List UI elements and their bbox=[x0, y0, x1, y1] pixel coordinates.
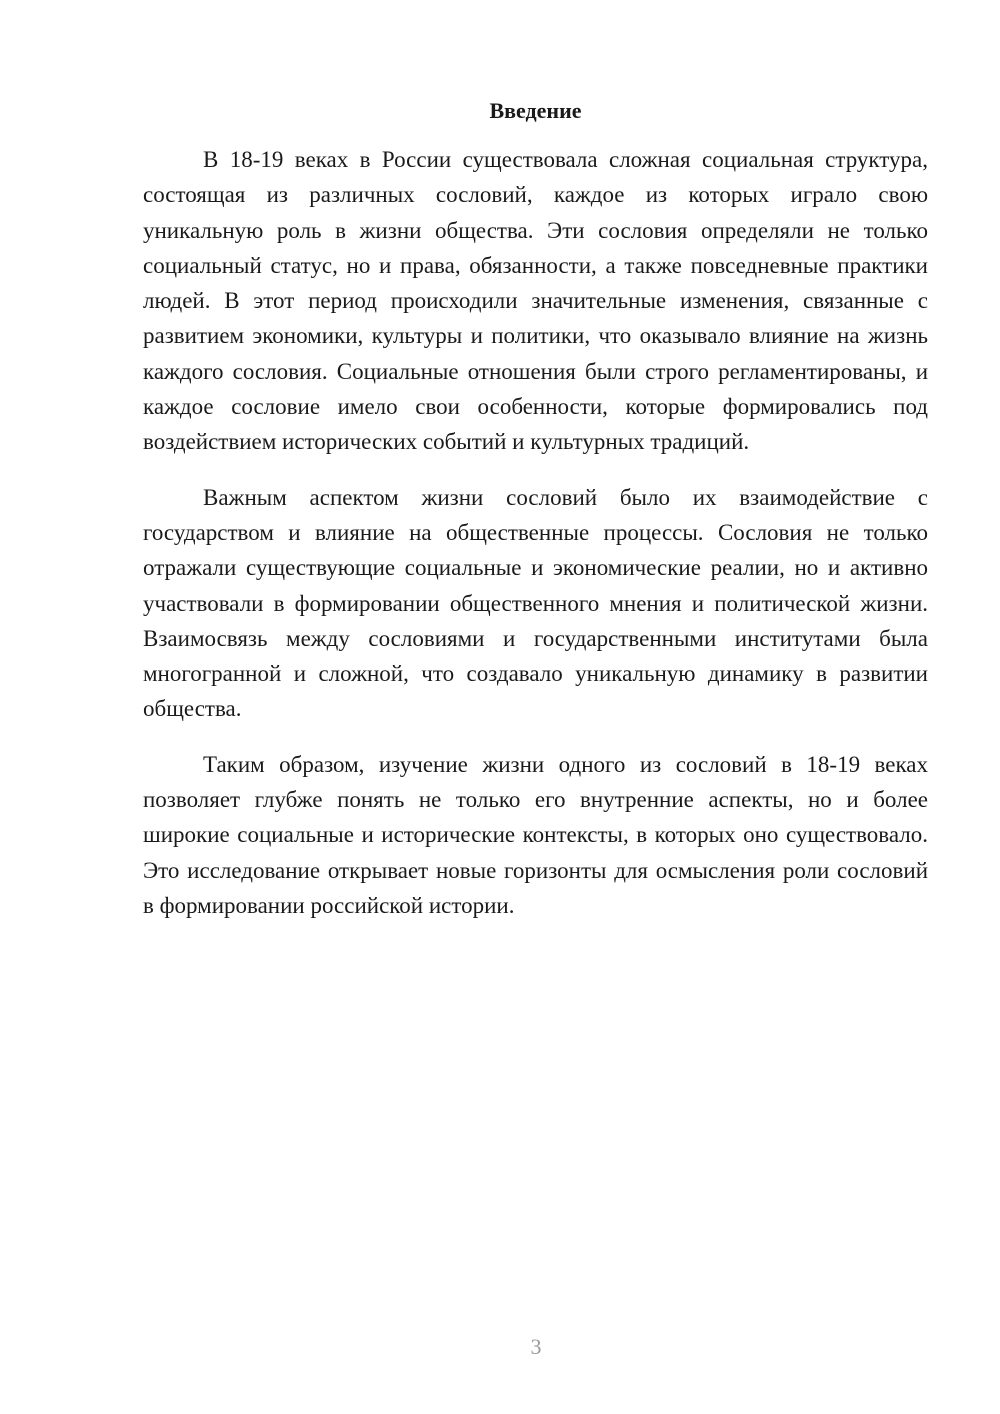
paragraph: В 18-19 веках в России существовала сложная социальная структура, состоящая из различных сословий, каждое из которых играло свою уникальную роль в жизни общества. Эти сословия определяли не только социальный статус, но и права, обязанности, а также повседневные практики людей. В этот период происходили значительные изменения, связанные с развитием экономики, культуры и политики, что оказывало влияние на жизнь каждого сословия. Социальные отношения были строго регламентированы, и каждое сословие имело свои особенности, которые формировались под воздействием исторических событий и культурных традиций. bbox=[143, 147, 928, 455]
paragraph: Таким образом, изучение жизни одного из сословий в 18-19 веках позволяет глубже понять не только его внутренние аспекты, но и более широкие социальные и исторические контексты, в которых оно существовало. Это исследование открывает новые горизонты для осмысления роли сословий в формировании российской истории. bbox=[143, 751, 928, 918]
paragraph: Важным аспектом жизни сословий было их взаимодействие с государством и влияние на общественные процессы. Сословия не только отражали существующие социальные и экономические реалии, но и активно участвовали в формировании общественного мнения и политической жизни. Взаимосвязь между сословиями и государственными институтами была многогранной и сложной, что создавало уникальную динамику в развитии общества. bbox=[143, 484, 928, 722]
body-text bbox=[143, 142, 928, 943]
section-heading: Введение bbox=[489, 98, 582, 123]
page-number: 3 bbox=[530, 1334, 542, 1359]
